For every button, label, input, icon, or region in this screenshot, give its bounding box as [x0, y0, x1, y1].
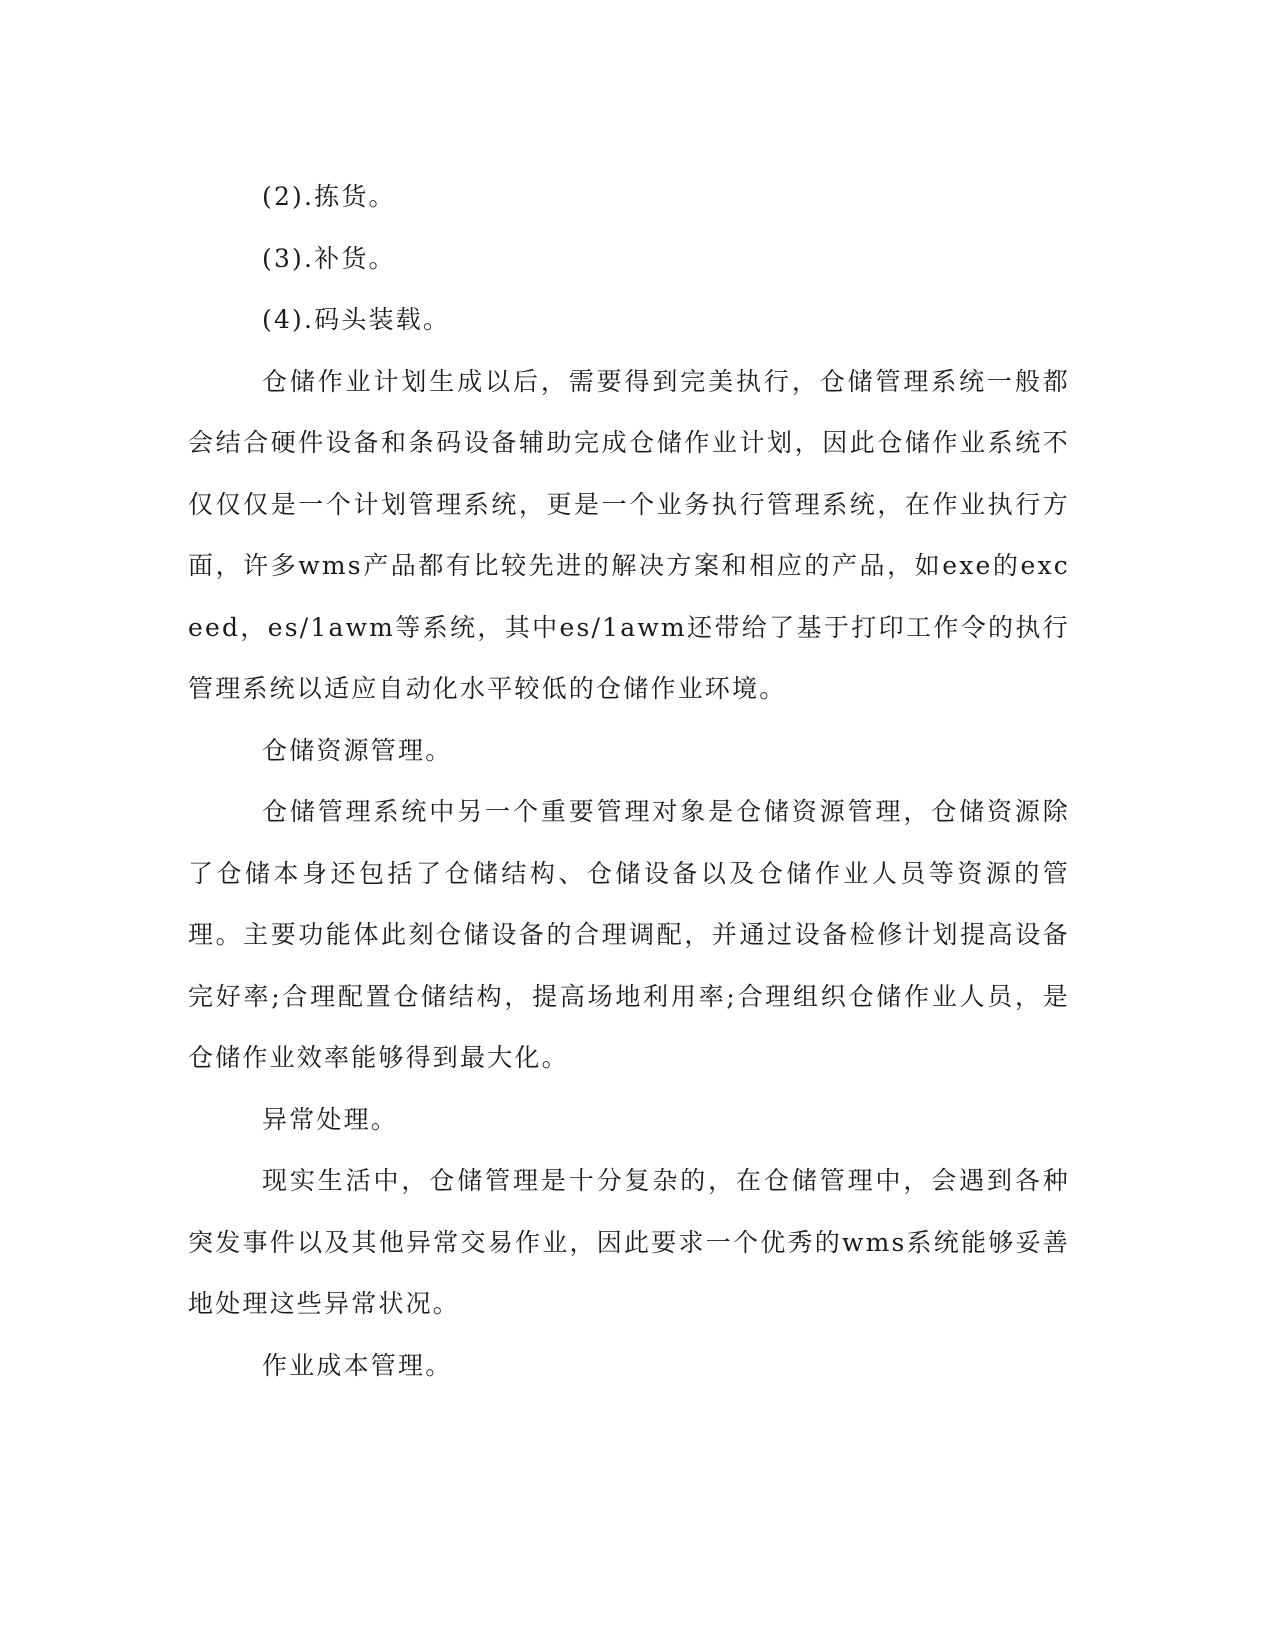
- document-body: [188, 166, 1070, 1396]
- section-heading-exception-handling: 异常处理。: [262, 1104, 399, 1134]
- paragraph-exception-handling: 现实生活中，仓储管理是十分复杂的，在仓储管理中，会遇到各种突发事件以及其他异常交易作业，因此要求一个优秀的wms系统能够妥善地处理这些异常状况。: [188, 1166, 1070, 1318]
- paragraph-execution: 仓储作业计划生成以后，需要得到完美执行，仓储管理系统一般都会结合硬件设备和条码设备辅助完成仓储作业计划，因此仓储作业系统不仅仅仅是一个计划管理系统，更是一个业务执行管理系统，在作业执行方面，许多wms产品都有比较先进的解决方案和相应的产品，如exe的exceed，es/1awm等系统，其中es/1awm还带给了基于打印工作令的执行管理系统以适应自动化水平较低的仓储作业环境。: [188, 366, 1070, 703]
- paragraph-resource-management: 仓储管理系统中另一个重要管理对象是仓储资源管理，仓储资源除了仓储本身还包括了仓储结构、仓储设备以及仓储作业人员等资源的管理。主要功能体此刻仓储设备的合理调配，并通过设备检修计划提高设备完好率;合理配置仓储结构，提高场地利用率;合理组织仓储作业人员，是仓储作业效率能够得到最大化。: [188, 797, 1070, 1072]
- list-item-replenishment: (3).补货。: [262, 243, 396, 273]
- section-heading-cost-management: 作业成本管理。: [262, 1350, 453, 1380]
- list-item-picking: (2).拣货。: [262, 182, 396, 211]
- section-heading-resource-management: 仓储资源管理。: [262, 735, 453, 765]
- list-item-dock-loading: (4).码头装载。: [262, 305, 451, 334]
